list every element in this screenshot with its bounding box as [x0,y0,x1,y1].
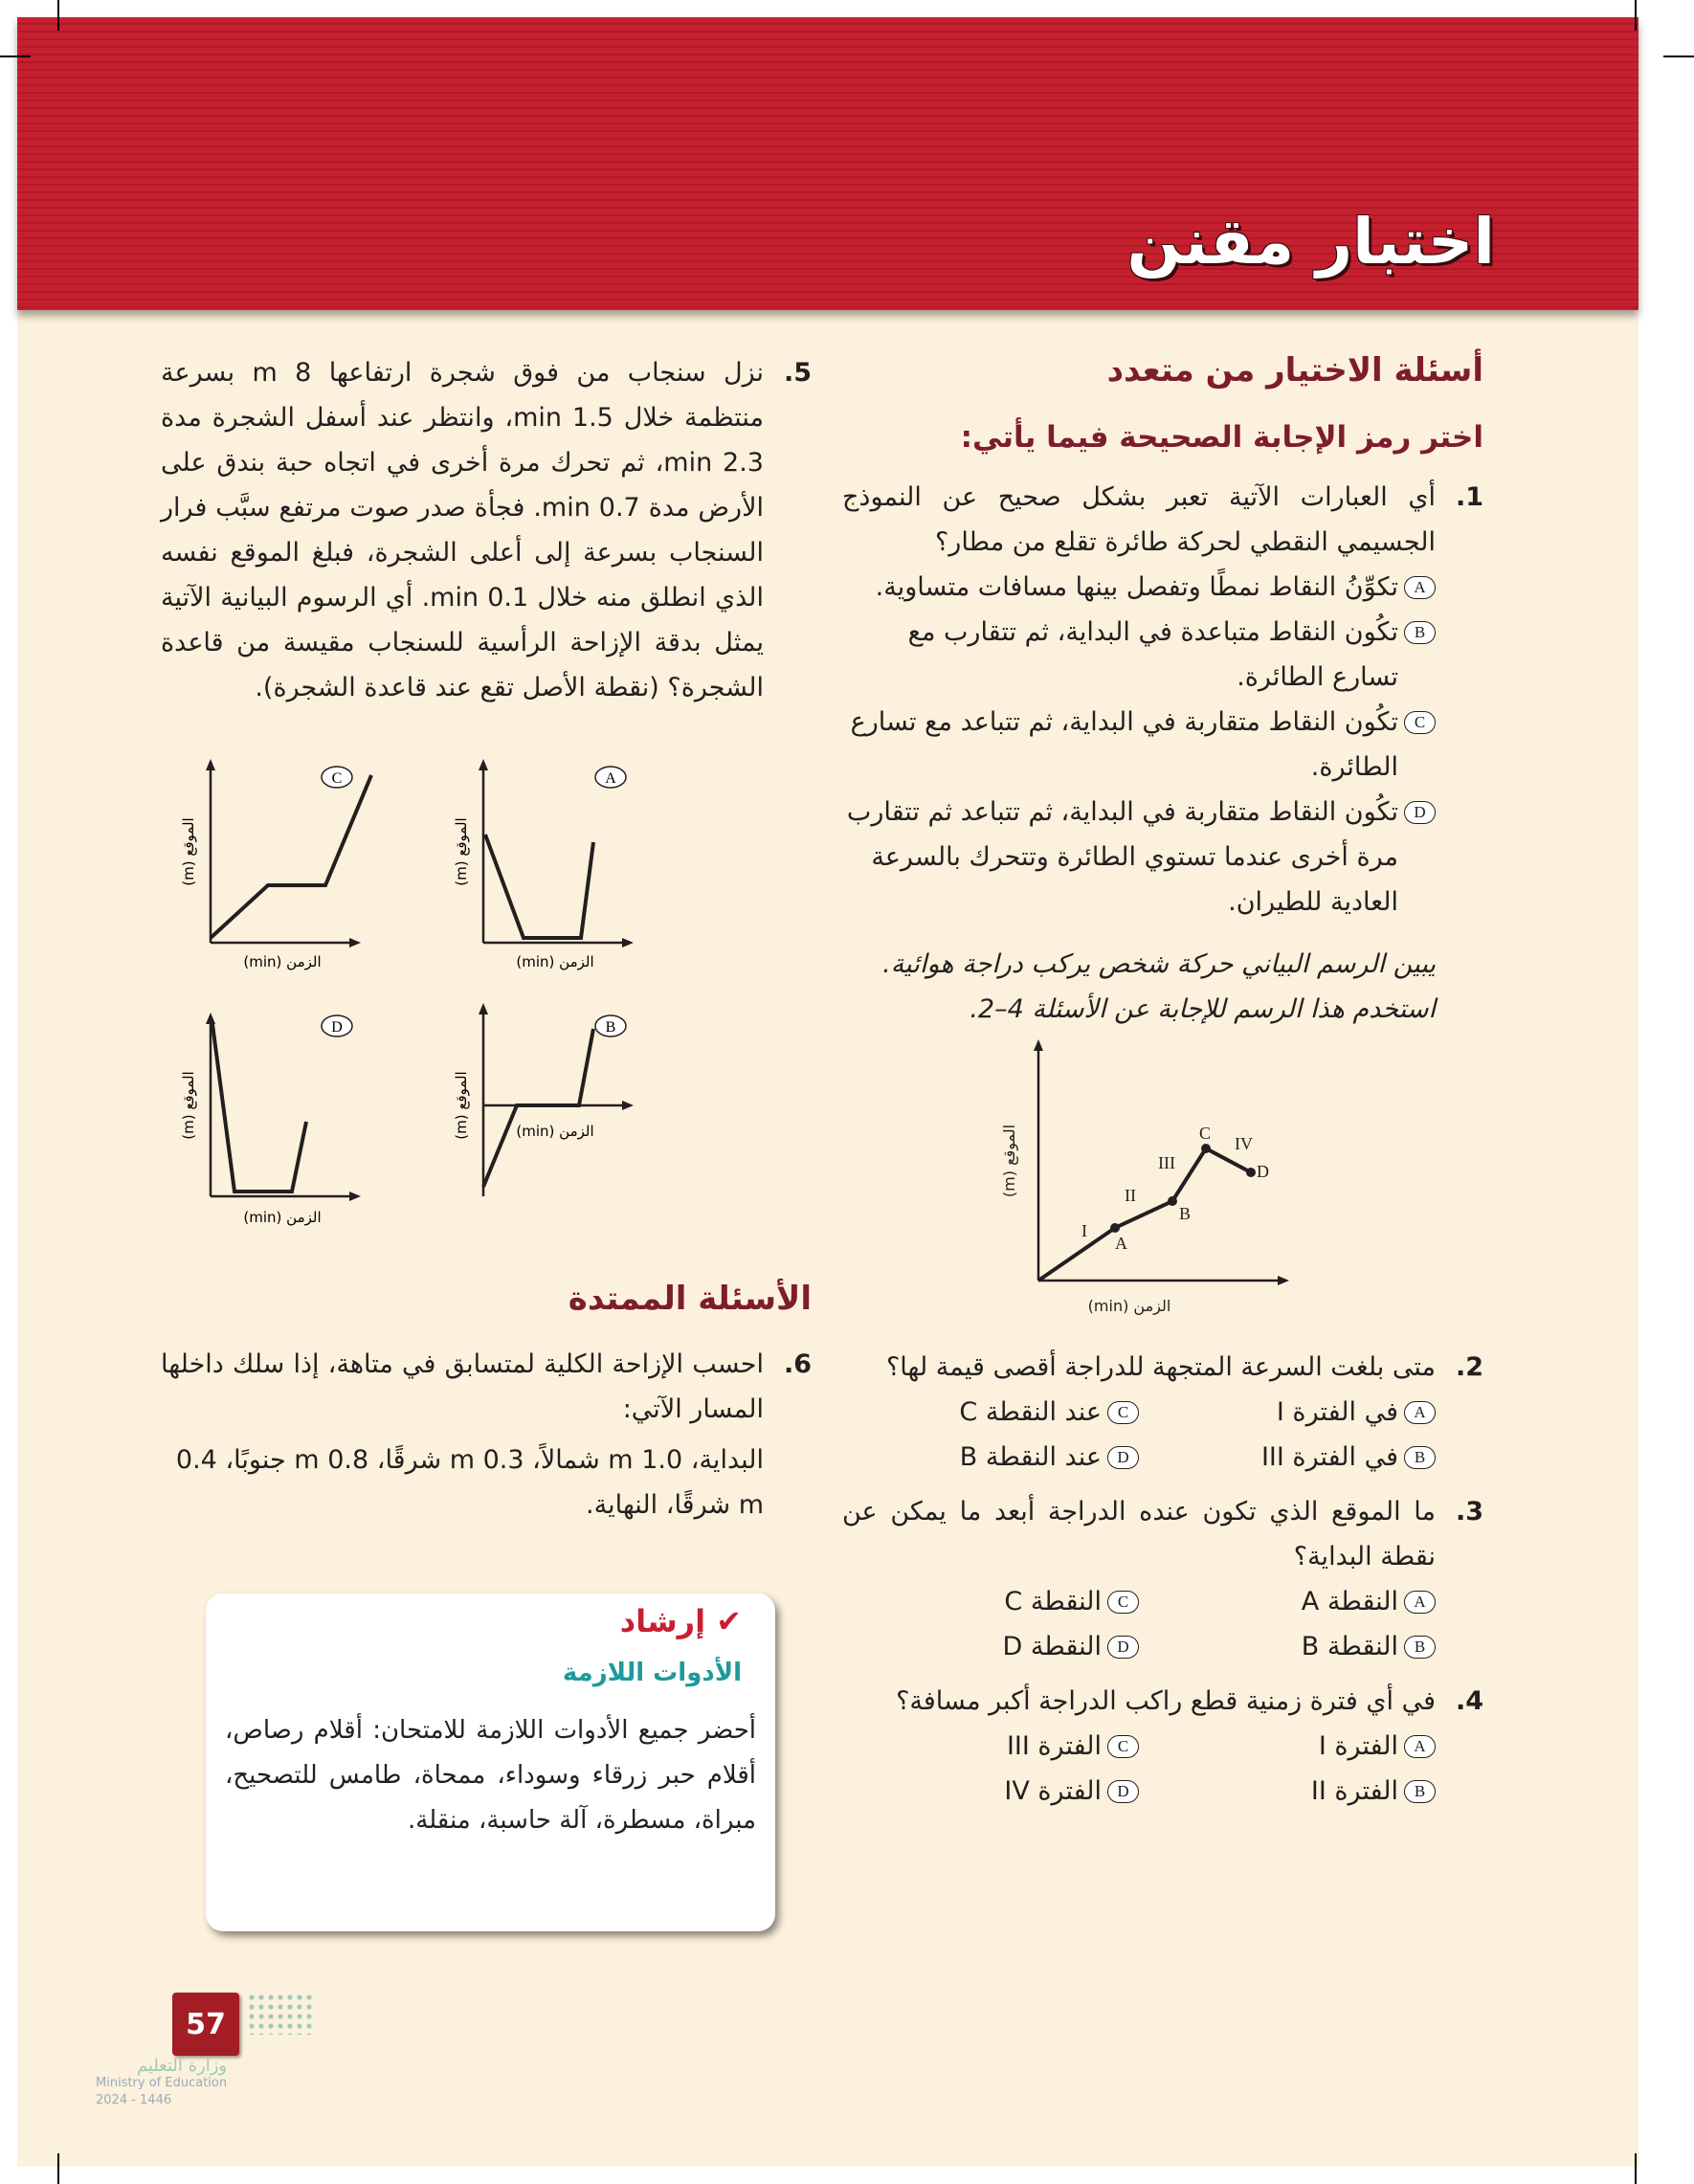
question-5 [161,350,812,710]
option-b[interactable] [1139,1624,1436,1669]
graph-d-ylabel: الموقع (m) [180,1071,197,1140]
extended-section [161,1273,812,1527]
option-a[interactable] [1139,1579,1436,1624]
x-axis-arrow [1278,1276,1289,1285]
option-a[interactable] [1139,1724,1436,1769]
option-text: تكُون النقاط متقاربة في البداية، ثم تتباعد ثم تتقارب مرة أخرى عندما تستوي الطائرة وتتحرك بالسرعة العادية للطيران. [846,797,1398,917]
question-text: ما الموقع الذي تكون عنده الدراجة أبعد ما يمكن عن نقطة البداية؟ [842,1497,1436,1571]
tip-heading [620,1603,742,1639]
graph-option-a [453,759,634,970]
point-a [1110,1223,1120,1233]
crop-mark [1635,0,1637,31]
graph-b-line [483,1029,593,1187]
graph-a-ylabel: الموقع (m) [453,817,470,886]
label-interval-2: II [1125,1186,1136,1205]
option-c[interactable] [842,700,1483,790]
graph-a-letter: A [605,770,616,787]
option-a[interactable] [842,565,1483,610]
label-interval-4: IV [1235,1134,1253,1153]
y-axis-label: الموقع (m) [1000,1124,1018,1198]
bicycle-graph [842,1032,1483,1324]
graph-b-xlabel: الزمن (min) [516,1123,594,1140]
option-b[interactable] [842,610,1483,700]
crop-mark [57,2153,59,2184]
label-c: C [1199,1124,1212,1143]
point-d [1246,1168,1256,1177]
option-text: النقطة C [1004,1587,1102,1616]
tip-body: أحضر جميع الأدوات اللازمة للامتحان: أقلام رصاص، أقلام حبر زرقاء وسوداء، ممحاة، طامس للتصحيح، مبراة، مسطرة، آلة حاسبة، منقلة. [225,1716,756,1835]
page-title: اختبار مقنن [1126,205,1495,279]
option-letter: B [1404,1446,1436,1469]
option-text: النقطة A [1301,1587,1398,1616]
option-letter: A [1404,1591,1436,1614]
y-axis-arrow [1034,1039,1043,1051]
option-d[interactable] [842,1624,1139,1669]
question-number: 5. [783,358,812,388]
question-6-path: البداية، 1.0 m شمالاً، 0.3 m شرقًا، 0.8 m جنوبًا، 0.4 m شرقًا، النهاية. [175,1445,764,1520]
ministry-name-ar: وزارة التعليم [136,2056,228,2076]
option-d[interactable] [842,1435,1139,1480]
question-3 [842,1489,1483,1579]
label-interval-3: III [1158,1153,1175,1172]
option-text: في الفترة III [1260,1442,1398,1472]
option-letter: C [1107,1401,1139,1424]
option-letter: C [1404,711,1436,734]
option-letter: A [1404,1735,1436,1758]
point-b [1168,1196,1177,1206]
question-text: أي العبارات الآتية تعبر بشكل صحيح عن النموذج الجسيمي النقطي لحركة طائرة تقلع من مطار؟ [842,482,1436,557]
option-b[interactable] [1139,1769,1436,1814]
extended-heading: الأسئلة الممتدة [568,1280,812,1318]
option-text: الفترة I [1318,1731,1398,1761]
ministry-year: 2024 - 1446 [96,2093,172,2107]
option-text: الفترة III [1006,1731,1102,1761]
left-column [161,345,812,710]
graph-c-line [211,775,371,938]
option-a[interactable] [1139,1390,1436,1435]
tip-subheading: الأدوات اللازمة [562,1659,742,1687]
mini-graphs [172,747,785,1244]
graph-a-line [485,835,593,938]
option-text: في الفترة I [1276,1397,1398,1427]
option-letter: A [1404,576,1436,599]
ministry-logo [96,2058,227,2109]
question-text: نزل سنجاب من فوق شجرة ارتفاعها 8 m بسرعة منتظمة خلال 1.5 min، وانتظر عند أسفل الشجرة مدة 2.3 min، ثم تحرك مرة أخرى في اتجاه حبة بندق على الأرض مدة 0.7 min. فجأة صدر صوت مرتفع سبَّب فرار السنجاب بسرعة إلى أعلى الشجرة، فبلغ الموقع نفسه الذي انطلق منه خلال 0.1 min. أي الرسوم البيانية الآتية يمثل بدقة الإزاحة الرأسية للسنجاب مقيسة من قاعدة الشجرة؟ (نقطة الأصل تقع عند قاعدة الشجرة). [161,358,765,702]
question-number: 2. [1455,1352,1483,1382]
option-letter: A [1404,1401,1436,1424]
question-number: 4. [1455,1686,1483,1716]
question-number: 1. [1455,482,1483,512]
graph-b-ylabel: الموقع (m) [453,1071,470,1140]
option-c[interactable] [842,1724,1139,1769]
question-text: متى بلغت السرعة المتجهة للدراجة أقصى قيمة لها؟ [885,1352,1436,1382]
option-d[interactable] [842,790,1483,925]
question-4 [842,1679,1483,1724]
question-text: احسب الإزاحة الكلية لمتسابق في متاهة، إذا سلك داخلها المسار الآتي: [161,1349,764,1424]
graph-c-ylabel: الموقع (m) [180,817,197,886]
right-column [842,345,1483,1814]
graph-option-c [180,759,371,970]
label-b: B [1179,1204,1192,1223]
bicycle-path [1038,1148,1251,1281]
logo-dots-icon [247,1993,314,2035]
graph-d-line [212,1024,306,1192]
option-text: الفترة IV [1004,1776,1102,1806]
crop-mark [1635,2153,1637,2184]
label-interval-1: I [1081,1221,1087,1240]
crop-mark [57,0,59,31]
question-number: 6. [783,1349,812,1379]
graph-c-letter: C [331,770,343,787]
question-6 [161,1342,812,1432]
option-letter: C [1107,1591,1139,1614]
option-letter: D [1404,801,1436,824]
crop-mark [1663,56,1694,57]
graph-note: يبين الرسم البياني حركة شخص يركب دراجة هوائية. استخدم هذا الرسم للإجابة عن الأسئلة 4–2. [882,949,1436,1024]
question-number: 3. [1455,1497,1483,1527]
option-letter: C [1107,1735,1139,1758]
point-c [1201,1144,1211,1153]
graph-d-xlabel: الزمن (min) [243,1209,322,1226]
graph-b-letter: B [605,1019,616,1036]
graph-a-xlabel: الزمن (min) [516,953,594,970]
graph-option-b [453,1003,634,1196]
instruction-heading: اختر رمز الإجابة الصحيحة فيما يأتي: [960,420,1483,455]
option-d[interactable] [842,1769,1139,1814]
options-grid [842,1724,1483,1814]
option-c[interactable] [842,1579,1139,1624]
title-banner [17,17,1638,310]
graph-c-xlabel: الزمن (min) [243,953,322,970]
graph-option-d [180,1013,361,1226]
option-text: عند النقطة B [959,1442,1102,1472]
graph-d-letter: D [331,1019,343,1036]
tip-heading-text: إرشاد [619,1603,706,1639]
tip-box [206,1593,775,1931]
option-text: النقطة D [1002,1632,1102,1661]
option-b[interactable] [1139,1435,1436,1480]
question-1 [842,475,1483,565]
option-text: عند النقطة C [959,1397,1102,1427]
option-text: تكوِّنُ النقاط نمطًا وتفصل بينها مسافات متساوية. [875,572,1398,602]
crop-mark [0,56,31,57]
option-letter: D [1107,1446,1139,1469]
page-number: 57 [172,1993,239,2056]
option-text: النقطة B [1301,1632,1398,1661]
option-c[interactable] [842,1390,1139,1435]
section-heading: أسئلة الاختيار من متعدد [1106,351,1483,390]
label-a: A [1115,1234,1127,1253]
x-axis-label: الزمن (min) [1087,1297,1171,1315]
option-letter: B [1404,621,1436,644]
options-grid [842,1579,1483,1669]
options-grid [842,1390,1483,1480]
option-letter: B [1404,1780,1436,1803]
option-text: تكُون النقاط متباعدة في البداية، ثم تتقارب مع تسارع الطائرة. [907,617,1398,692]
option-text: الفترة II [1310,1776,1398,1806]
question-text: في أي فترة زمنية قطع راكب الدراجة أكبر مسافة؟ [896,1686,1436,1716]
question-2 [842,1345,1483,1390]
ministry-name-en: Ministry of Education [96,2076,228,2090]
option-text: تكُون النقاط متقاربة في البداية، ثم تتباعد مع تسارع الطائرة. [850,707,1398,782]
label-d: D [1257,1162,1269,1181]
check-icon: ✔ [716,1603,742,1639]
option-letter: B [1404,1636,1436,1659]
option-letter: D [1107,1780,1139,1803]
option-letter: D [1107,1636,1139,1659]
